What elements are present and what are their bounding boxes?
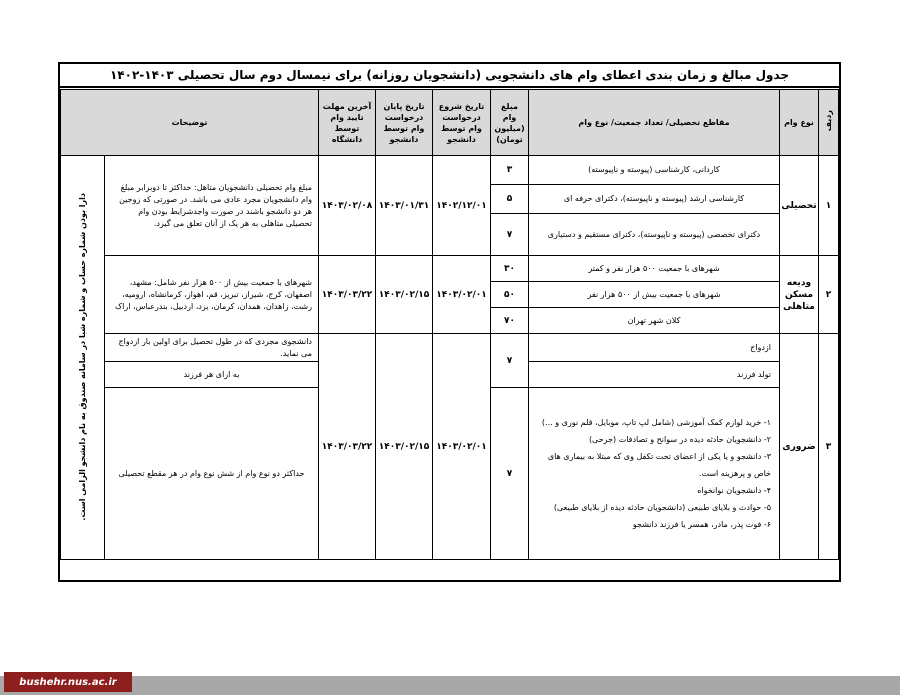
header-sections: مقاطع تحصیلی/ تعداد جمعیت/ نوع وام: [528, 89, 780, 156]
group3-note-child: به ازای هر فرزند: [104, 361, 319, 388]
side-note-wrap: [62, 157, 102, 557]
group1-end: ۱۴۰۳/۰۱/۳۱: [375, 155, 433, 256]
group2-section-1: شهرهای با جمعیت ۵۰۰ هزار نفر و کمتر: [528, 255, 780, 282]
group3-type: ضروری: [779, 333, 819, 560]
group1-section-3: دکترای تخصصی (پیوسته و ناپیوسته)، دکترای مستقیم و دستیاری: [528, 213, 780, 256]
group2-type: ودیعه مسکن متاهلی: [779, 255, 819, 334]
group3-end: ۱۴۰۳/۰۲/۱۵: [375, 333, 433, 560]
group2-start: ۱۴۰۳/۰۲/۰۱: [432, 255, 491, 334]
group3-section-child: تولد فرزند: [528, 361, 780, 388]
group3-note-other: حداکثر دو نوع وام از شش نوع وام در هر مقطع تحصیلی: [104, 387, 319, 560]
group2-no: ۲: [818, 255, 839, 334]
header-notes: توضیحات: [60, 89, 319, 156]
group1-note: مبلغ وام تحصیلی دانشجویان متاهل: حداکثر تا دوبرابر مبلغ وام دانشجویان مجرد عادی می باشد. در صورتی که زوجین هر دو دانشجو باشند در صورت واجدشرایط بودن وام تحصیلی متاهلی به هر یک از آنان تعلق می گیرد.: [104, 155, 319, 256]
group3-note-marriage: دانشجوی مجردی که در طول تحصیل برای اولین بار ازدواج می نماید.: [104, 333, 319, 362]
group1-type: تحصیلی: [779, 155, 819, 256]
header-row-no-label: ردیف: [824, 110, 833, 132]
group3-amount-top: ۷: [490, 333, 529, 388]
group1-section-1: کاردانی، کارشناسی (پیوسته و ناپیوسته): [528, 155, 780, 185]
header-amount: مبلغ وام (میلیون تومان): [490, 89, 529, 156]
group3-section-other: ۱- خرید لوازم کمک آموزشی (شامل لپ تاپ، موبایل، قلم نوری و ...) ۲- دانشجویان حادثه دیده در سوانح و تصادفات (جرحی) ۳- دانشجو و یا یکی از اعضای تحت تکفل وی که مبتلا به بیماری های خاص و پرهزینه است. ۴- دانشجویان نوانخواه ۵- حوادث و بلایای طبیعی (دانشجویان حادثه دیده از بلایای طبیعی) ۶- فوت پدر، مادر، همسر یا فرزند دانشجو: [528, 387, 780, 560]
group2-note: شهرهای با جمعیت بیش از ۵۰۰ هزار نفر شامل: مشهد، اصفهان، کرج، شیراز، تبریز، قم، اهواز، کرمانشاه، ارومیه، رشت، زاهدان، همدان، کرمان، یزد، اردبیل، بندرعباس، اراک: [104, 255, 319, 334]
footer-bar: [0, 676, 900, 695]
group3-deadline: ۱۴۰۳/۰۳/۲۲: [318, 333, 376, 560]
header-start-date: تاریخ شروع درخواست وام توسط دانشجو: [432, 89, 491, 156]
group2-deadline: ۱۴۰۳/۰۳/۲۲: [318, 255, 376, 334]
page-title: جدول مبالغ و زمان بندی اعطای وام های دانشجویی (دانشجویان روزانه) برای نیمسال دوم سال تحصیلی ۱۴۰۳-۱۴۰۲: [60, 64, 839, 88]
group2-amount-2: ۵۰: [490, 281, 529, 308]
group2-section-2: شهرهای با جمعیت بیش از ۵۰۰ هزار نفر: [528, 281, 780, 308]
group2-amount-3: ۷۰: [490, 307, 529, 334]
header-end-date: تاریخ پایان درخواست وام توسط دانشجو: [375, 89, 433, 156]
group1-no: ۱: [818, 155, 839, 256]
group3-amount-bottom: ۷: [490, 387, 529, 560]
group1-amount-1: ۳: [490, 155, 529, 185]
group2-amount-1: ۳۰: [490, 255, 529, 282]
group2-section-3: کلان شهر تهران: [528, 307, 780, 334]
header-loan-type: نوع وام: [779, 89, 819, 156]
group3-section-marriage: ازدواج: [528, 333, 780, 362]
group1-section-2: کارشناسی ارشد (پیوسته و ناپیوسته)، دکترای حرفه ای: [528, 184, 780, 214]
group3-no: ۳: [818, 333, 839, 560]
header-row-no: [818, 89, 839, 156]
group1-amount-3: ۷: [490, 213, 529, 256]
footer-url-link[interactable]: bushehr.nus.ac.ir: [4, 672, 132, 692]
header-deadline: آخرین مهلت تایید وام توسط دانشگاه: [318, 89, 376, 156]
group1-amount-2: ۵: [490, 184, 529, 214]
group1-deadline: ۱۴۰۳/۰۲/۰۸: [318, 155, 376, 256]
group3-start: ۱۴۰۳/۰۲/۰۱: [432, 333, 491, 560]
group1-start: ۱۴۰۲/۱۲/۰۱: [432, 155, 491, 256]
side-note: دارا بودن شماره حساب و شماره شبا در سامانه صندوق به نام دانشجو الزامی است.: [77, 193, 87, 521]
group2-end: ۱۴۰۳/۰۲/۱۵: [375, 255, 433, 334]
